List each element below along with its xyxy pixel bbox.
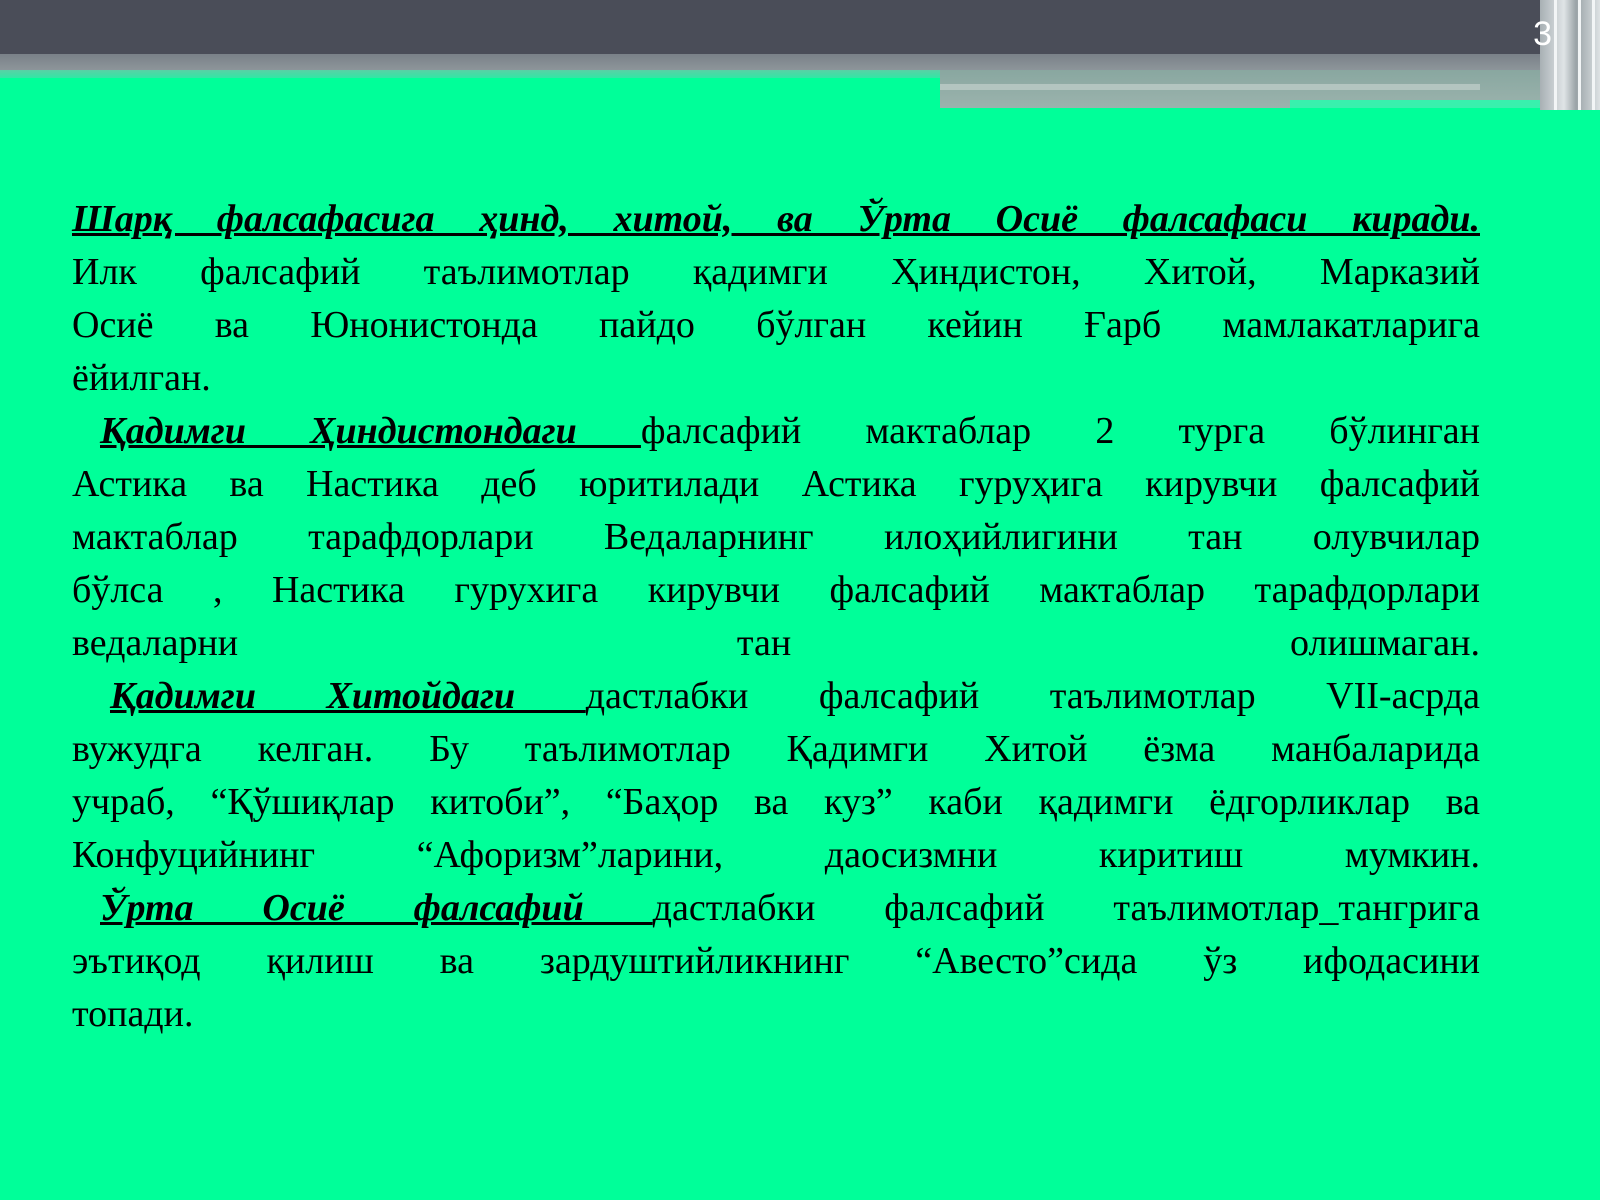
page-number: 3 — [1533, 15, 1552, 53]
decorative-band — [1290, 100, 1540, 108]
paragraph-4-heading: Ўрта Осиё фалсафий — [100, 887, 653, 929]
paragraph-3-first-line — [72, 670, 1480, 723]
paragraph-4-line: эътиқод қилиш ва зардуштийликнинг “Авесто”сида ўз ифодасини — [72, 940, 1480, 982]
paragraph-4-first-line — [72, 882, 1480, 935]
paragraph-1-line: Илк фалсафий таълимотлар қадимги Ҳиндистон, Хитой, Марказий — [72, 251, 1480, 293]
decorative-line — [1578, 0, 1581, 110]
paragraph-1-heading: Шарқ фалсафасига ҳинд, хитой, ва Ўрта Осиё фалсафаси киради. — [72, 198, 1480, 240]
decorative-band — [0, 70, 940, 78]
header-bar — [0, 0, 1600, 54]
decorative-line — [1592, 0, 1595, 110]
decorative-band — [0, 54, 1600, 70]
paragraph-4-text: дастлабки фалсафий таълимотлар_тангрига — [652, 887, 1480, 929]
paragraph-2-heading: Қадимги Ҳиндистондаги — [100, 410, 641, 452]
paragraph-2-first-line — [72, 405, 1480, 458]
slide-body-text — [72, 193, 1480, 1041]
paragraph-3-line: вужудга келган. Бу таълимотлар Қадимги Хитой ёзма манбаларида — [72, 728, 1480, 770]
paragraph-3-text: дастлабки фалсафий таълимотлар VII-асрда — [585, 675, 1480, 717]
decorative-line — [1554, 0, 1557, 110]
paragraph-4-line: топади. — [72, 993, 194, 1035]
decorative-band — [940, 84, 1480, 90]
paragraph-2-line: Астика ва Настика деб юритилади Астика гуруҳига кирувчи фалсафий — [72, 463, 1480, 505]
paragraph-3-heading: Қадимги Хитойдаги — [110, 675, 586, 717]
paragraph-1-line: Осиё ва Юнонистонда пайдо бўлган кейин Ғарб мамлакатларига — [72, 304, 1480, 346]
paragraph-2-line: бўлса , Настика гурухига кирувчи фалсафий мактаблар тарафдорлари — [72, 569, 1480, 611]
paragraph-2-line: мактаблар тарафдорлари Ведаларнинг илоҳийлигини тан олувчилар — [72, 516, 1480, 558]
paragraph-2-text: фалсафий мактаблар 2 турга бўлинган — [640, 410, 1481, 452]
paragraph-1-line: ёйилган. — [72, 357, 211, 399]
paragraph-2-line: ведаларни тан олишмаган. — [72, 622, 1480, 664]
paragraph-3-line: учраб, “Қўшиқлар китоби”, “Баҳор ва куз” каби қадимги ёдгорликлар ва — [72, 781, 1480, 823]
paragraph-3-line: Конфуцийнинг “Афоризм”ларини, даосизмни киритиш мумкин. — [72, 834, 1480, 876]
